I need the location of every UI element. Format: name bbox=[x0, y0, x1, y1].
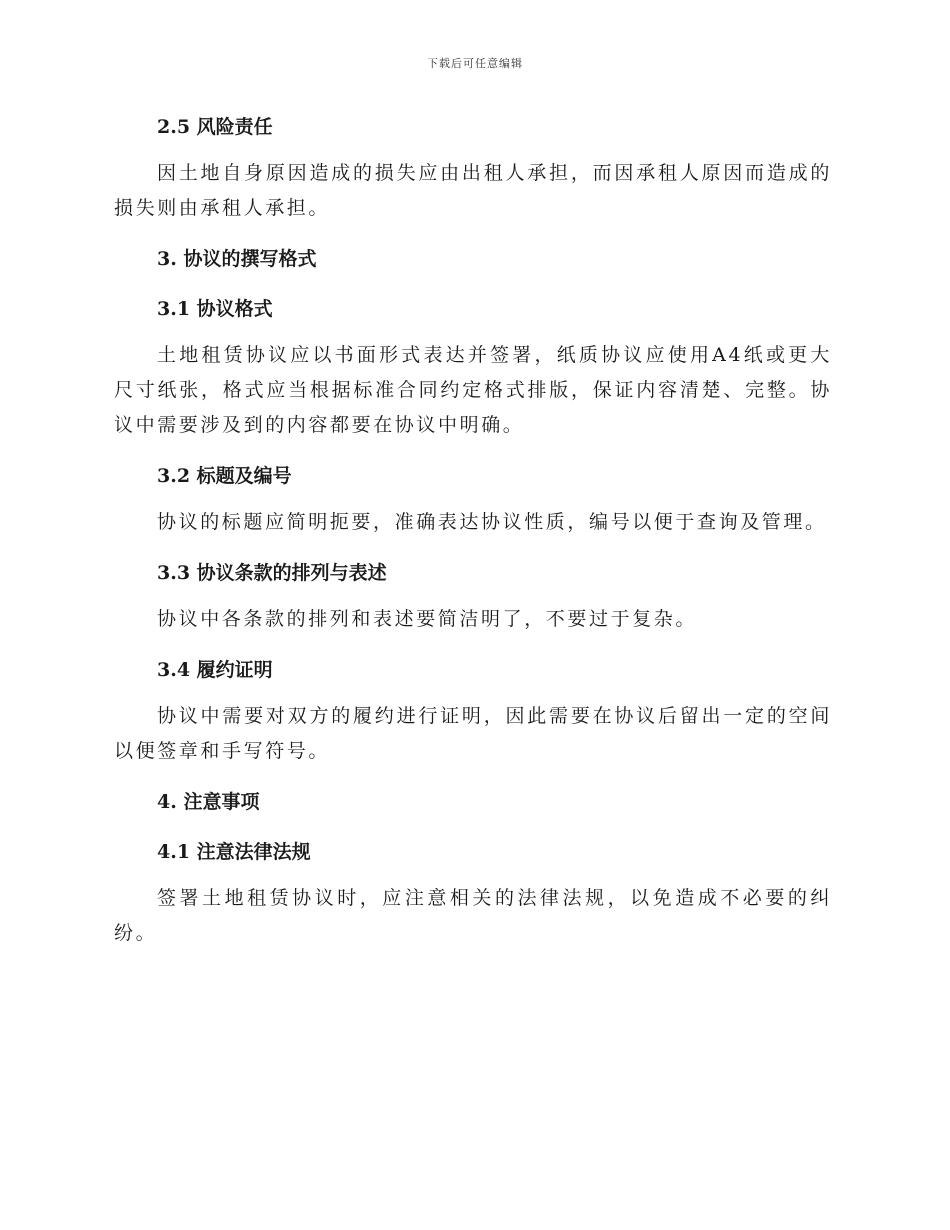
section-heading-3-3: 3.3 协议条款的排列与表述 bbox=[157, 562, 387, 584]
section-heading-3: 3. 协议的撰写格式 bbox=[157, 248, 317, 270]
document-body bbox=[114, 110, 832, 951]
paragraph-title-numbering: 协议的标题应简明扼要，准确表达协议性质，编号以便于查询及管理。 bbox=[157, 511, 827, 533]
section-heading-2-5: 2.5 风险责任 bbox=[157, 116, 273, 138]
paragraph-laws-regulations: 签署土地租赁协议时，应注意相关的法律法规，以免造成不必要的纠纷。 bbox=[114, 887, 832, 944]
section-heading-3-4: 3.4 履约证明 bbox=[157, 659, 273, 681]
section-heading-3-2: 3.2 标题及编号 bbox=[157, 465, 292, 487]
paragraph-performance-proof: 协议中需要对双方的履约进行证明，因此需要在协议后留出一定的空间以便签章和手写符号。 bbox=[114, 705, 832, 762]
section-heading-3-1: 3.1 协议格式 bbox=[157, 298, 273, 320]
section-heading-4-1: 4.1 注意法律法规 bbox=[157, 841, 311, 863]
paragraph-clause-arrangement: 协议中各条款的排列和表述要简洁明了，不要过于复杂。 bbox=[157, 608, 698, 630]
section-heading-4: 4. 注意事项 bbox=[157, 791, 260, 813]
page-header-note: 下载后可任意编辑 bbox=[427, 57, 523, 70]
paragraph-risk-responsibility: 因土地自身原因造成的损失应由出租人承担，而因承租人原因而造成的损失则由承租人承担。 bbox=[114, 162, 832, 219]
paragraph-agreement-format: 土地租赁协议应以书面形式表达并签署，纸质协议应使用A4纸或更大尺寸纸张，格式应当根据标准合同约定格式排版，保证内容清楚、完整。协议中需要涉及到的内容都要在协议中明确。 bbox=[114, 344, 832, 436]
